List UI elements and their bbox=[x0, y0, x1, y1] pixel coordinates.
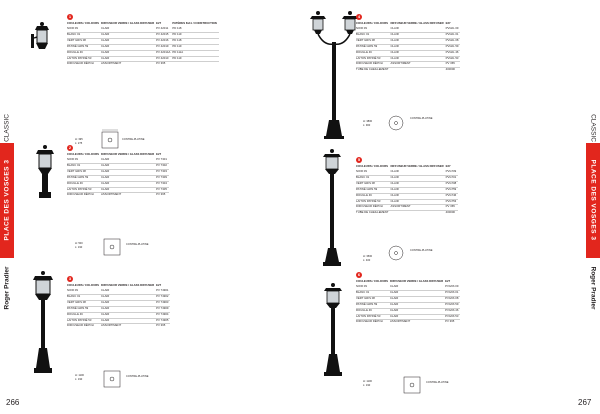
header-cell: E27 bbox=[445, 164, 451, 168]
table-cell: LAITON PATINÉ 53 bbox=[67, 56, 101, 62]
dim-note-4: CONTRE-PLATINE bbox=[410, 117, 433, 120]
table-cell: ROUILLE 46 bbox=[356, 193, 390, 199]
table-cell: CLAIR bbox=[101, 56, 156, 62]
table-cell: 400000 bbox=[446, 68, 461, 73]
table-cell: CLAIR bbox=[101, 300, 156, 306]
table-cell: ASSORTIMENT bbox=[101, 193, 156, 198]
spec-table-3 bbox=[67, 284, 170, 329]
table-cell: PVG753 bbox=[446, 199, 459, 205]
header-cell: DIFFUSEUR VERRE / GLASS DIFFUSER bbox=[101, 21, 155, 25]
table-cell: PVG6S 46 bbox=[445, 308, 460, 314]
table-cell: CLAIR bbox=[101, 156, 110, 161]
table-cell: ROUILLE 46 bbox=[67, 312, 101, 318]
header-cell: COULEURS / COLOURS bbox=[356, 279, 389, 283]
table-cell: PVG746 bbox=[446, 193, 459, 199]
table-cell: PV 74903 bbox=[156, 300, 170, 306]
header-cell: E27 bbox=[445, 21, 451, 25]
table-cell: PV 42015 bbox=[156, 32, 172, 38]
table-cell: DIFFUSEUR DÉPOLI bbox=[356, 205, 390, 211]
table-cell: ASSORTIMENT bbox=[390, 205, 445, 211]
series-label: CLASSIC bbox=[589, 114, 597, 142]
product-number-3: 3 bbox=[68, 276, 72, 281]
table-cell: CLAIR bbox=[101, 25, 110, 30]
table-cell: CLAIR bbox=[390, 175, 445, 181]
collection-label: PLACE DES VOSGES 3 bbox=[589, 159, 597, 241]
header-cell: E27 bbox=[156, 283, 162, 287]
header-cell: E27 bbox=[156, 21, 162, 25]
table-cell: PD 119 bbox=[172, 44, 219, 50]
double-candelabra-image bbox=[310, 10, 358, 140]
table-cell: PD 119 bbox=[172, 56, 219, 62]
spec-table-5 bbox=[356, 165, 458, 216]
table-cell: ASSORTIMENT bbox=[101, 62, 156, 67]
table-cell: CLAIR bbox=[101, 32, 156, 38]
table-cell: PVG759 bbox=[446, 187, 459, 193]
table-cell: CLAIR bbox=[390, 283, 399, 288]
table-cell: CLAIR bbox=[390, 187, 445, 193]
dim-width-2: L: 190 bbox=[75, 246, 83, 249]
table-cell: CLAIR bbox=[101, 294, 156, 300]
table-cell: PVG701 bbox=[446, 175, 459, 181]
table-cell: DIFFUSEUR DÉPOLI bbox=[67, 62, 101, 67]
left-page-number: 266 bbox=[6, 398, 20, 407]
product-number-2: 2 bbox=[68, 145, 72, 150]
dim-width-4: L: 900 bbox=[363, 124, 371, 127]
header-cell: DIFFUSEUR VERRE / GLASS DIFFUSER bbox=[390, 21, 444, 25]
dim-height-3: H: 1100 bbox=[75, 374, 84, 377]
table-cell: BLANC 01 bbox=[67, 32, 101, 38]
table-cell bbox=[172, 62, 219, 67]
table-cell: ASSORTIMENT bbox=[101, 324, 156, 329]
product-number-1: 1 bbox=[68, 14, 72, 19]
table-cell: PV 74902 bbox=[156, 294, 170, 300]
table-cell: CLAIR bbox=[101, 44, 156, 50]
table-cell: CLAIR bbox=[101, 306, 156, 312]
dim-height-6: H: 1100 bbox=[363, 380, 372, 383]
header-cell: PATÈRES 8x11 / CONSTRUCTION bbox=[172, 21, 217, 25]
table-cell: PATINÉ GRIS 59 bbox=[356, 187, 390, 193]
table-cell: LAITON PATINÉ 53 bbox=[67, 318, 101, 324]
table-cell: VERT GRIS 08 bbox=[356, 296, 390, 302]
table-cell: PATINÉ GRIS 59 bbox=[356, 302, 390, 308]
header-cell: DIFFUSEUR VERRE / GLASS DIFFUSER bbox=[101, 152, 155, 156]
table-cell: PV 42010 bbox=[156, 56, 172, 62]
dim-width-3: L: 190 bbox=[75, 378, 83, 381]
spec-table-2 bbox=[67, 153, 169, 198]
table-cell: ROUILLE 46 bbox=[67, 181, 101, 187]
table-cell: PD 111A bbox=[172, 50, 219, 56]
table-cell: PVG708 bbox=[446, 181, 459, 187]
table-cell: PV 74904 bbox=[156, 312, 170, 318]
table-cell: CLAIR bbox=[101, 187, 156, 193]
dim-height-4: H: 3800 bbox=[363, 120, 373, 123]
table-cell: BLANC 01 bbox=[67, 294, 101, 300]
anchor-plate-diagram-5 bbox=[386, 242, 406, 264]
table-cell: PV 365 bbox=[446, 62, 461, 68]
table-cell: CLAIR bbox=[101, 318, 156, 324]
wall-plate-diagram-2 bbox=[100, 236, 124, 258]
table-cell: PV 7309 bbox=[156, 175, 169, 181]
table-cell: PD 118 bbox=[172, 25, 182, 30]
anchor-plate-diagram-4 bbox=[386, 112, 406, 134]
table-cell: PV 74909 bbox=[156, 306, 170, 312]
table-cell: DIFFUSEUR DÉPOLI bbox=[67, 193, 101, 198]
table-cell: PV 365 bbox=[156, 324, 170, 329]
table-cell: NOIR 09 bbox=[67, 25, 78, 30]
table-cell: BLANC 01 bbox=[356, 290, 390, 296]
table-cell: VERT GRIS 08 bbox=[356, 38, 390, 44]
table-cell: PVG0L 46 bbox=[446, 50, 461, 56]
table-cell: PATINÉ GRIS 59 bbox=[67, 44, 101, 50]
table-cell: PVG6S 08 bbox=[445, 296, 460, 302]
header-cell: DIFFUSEUR VERRE / GLASS DIFFUSER bbox=[101, 283, 155, 287]
table-cell: CLAIR bbox=[101, 312, 156, 318]
table-cell: CLAIR bbox=[101, 169, 156, 175]
table-cell: CLAIR bbox=[390, 181, 445, 187]
header-cell: COULEURS / COLOURS bbox=[356, 21, 389, 25]
table-cell: CLAIR bbox=[390, 290, 445, 296]
table-cell: BLANC 01 bbox=[356, 175, 390, 181]
table-cell: CLAIR bbox=[390, 44, 445, 50]
table-cell: DIFFUSEUR DÉPOLI bbox=[356, 320, 390, 325]
table-cell: NOIR 09 bbox=[356, 168, 367, 173]
dim-note-6: CONTRE-PLATINE bbox=[426, 381, 449, 384]
table-cell: PVG0L 09 bbox=[445, 25, 459, 30]
table-cell: CLAIR bbox=[390, 302, 445, 308]
dim-width-5: L: 400 bbox=[363, 259, 371, 262]
table-cell: PVG0L 53 bbox=[446, 56, 461, 62]
table-cell: PV 42014A bbox=[156, 50, 172, 56]
table-cell bbox=[390, 68, 445, 73]
header-cell: COULEURS / COLOURS bbox=[67, 283, 100, 287]
table-cell: CLAIR bbox=[390, 50, 445, 56]
right-spine-strip bbox=[586, 0, 600, 414]
table-cell: LAITON PATINÉ 53 bbox=[356, 314, 390, 320]
table-cell: BLANC 01 bbox=[356, 32, 390, 38]
table-cell: VERT GRIS 08 bbox=[356, 181, 390, 187]
table-cell: PV 7304 bbox=[156, 181, 169, 187]
table-cell: PV 365 bbox=[156, 193, 169, 198]
product-number-6: 6 bbox=[357, 272, 361, 277]
table-cell: PVG6S 09 bbox=[445, 283, 459, 288]
table-cell: PVG709 bbox=[445, 168, 457, 173]
table-cell bbox=[390, 211, 445, 216]
table-cell: CLAIR bbox=[101, 163, 156, 169]
table-cell: LAITON PATINÉ 53 bbox=[356, 199, 390, 205]
table-cell: VERT GRIS 08 bbox=[67, 38, 101, 44]
dim-note-5: CONTRE-PLATINE bbox=[410, 249, 433, 252]
brand-label: Roger Pradier bbox=[3, 266, 11, 310]
dim-note-1: CONTRE-PLATINE bbox=[122, 138, 145, 141]
table-cell: PV 42016 bbox=[156, 38, 172, 44]
wall-plate-diagram-6 bbox=[400, 374, 424, 396]
table-cell: ROUILLE 46 bbox=[356, 50, 390, 56]
table-cell: CLAIR bbox=[390, 38, 445, 44]
table-cell: CLAIR bbox=[101, 181, 156, 187]
table-cell: DIFFUSEUR DÉPOLI bbox=[356, 62, 390, 68]
table-cell: ASSORTIMENT bbox=[390, 62, 445, 68]
table-cell: CLAIR bbox=[390, 199, 445, 205]
dim-height-1: H: 395 bbox=[75, 138, 83, 141]
bollard-post-image bbox=[322, 282, 344, 378]
table-cell: VERT GRIS 08 bbox=[67, 300, 101, 306]
table-cell: PATINÉ GRIS 59 bbox=[67, 175, 101, 181]
dim-height-5: H: 3500 bbox=[363, 255, 373, 258]
right-page-number: 267 bbox=[578, 398, 592, 407]
wall-plate-diagram-3 bbox=[100, 368, 124, 390]
table-cell: PD 118 bbox=[172, 38, 219, 44]
series-label: CLASSIC bbox=[3, 114, 11, 142]
table-cell: NOIR 09 bbox=[356, 283, 367, 288]
table-cell: PV 7303 bbox=[156, 169, 169, 175]
table-cell: NOIR 09 bbox=[67, 156, 78, 161]
table-cell: CLAIR bbox=[101, 287, 110, 292]
table-cell: CLAIR bbox=[101, 175, 156, 181]
table-cell: TUBE DE CHEILLEMENT bbox=[356, 210, 389, 215]
table-cell: CLAIR bbox=[390, 193, 445, 199]
table-cell: LAITON PATINÉ 53 bbox=[356, 56, 390, 62]
table-cell: CLAIR bbox=[390, 32, 445, 38]
table-cell: PVG6S 53 bbox=[445, 314, 460, 320]
header-cell: COULEURS / COLOURS bbox=[67, 21, 100, 25]
dim-note-2: CONTRE-PLATINE bbox=[126, 243, 149, 246]
right-page bbox=[300, 0, 600, 414]
table-cell: CLAIR bbox=[390, 296, 445, 302]
table-cell: DIFFUSEUR DÉPOLI bbox=[67, 324, 101, 329]
table-cell: PVG6S 01 bbox=[445, 290, 460, 296]
header-cell: COULEURS / COLOURS bbox=[356, 164, 389, 168]
table-cell: PATINÉ GRIS 59 bbox=[356, 44, 390, 50]
single-candelabra-image bbox=[320, 148, 344, 268]
table-cell: PVG0L 59 bbox=[446, 44, 461, 50]
table-cell: PV 42011 bbox=[156, 25, 169, 30]
table-cell: PATINÉ GRIS 59 bbox=[67, 306, 101, 312]
table-cell: PV 365 bbox=[445, 320, 460, 325]
table-cell: CLAIR bbox=[390, 25, 399, 30]
post-lantern-image bbox=[30, 270, 56, 374]
table-cell: TUBE DE CHEILLEMENT bbox=[356, 67, 389, 72]
table-cell: CLAIR bbox=[101, 38, 156, 44]
table-cell: CLAIR bbox=[390, 56, 445, 62]
dim-width-1: L: 275 bbox=[75, 142, 83, 145]
table-cell: BLANC 01 bbox=[67, 163, 101, 169]
table-cell: PV 365 bbox=[156, 62, 172, 67]
table-cell: PV 365 bbox=[446, 205, 459, 211]
table-cell: PV 74905 bbox=[156, 318, 170, 324]
table-cell: NOIR 09 bbox=[356, 25, 367, 30]
table-cell: PV 7305 bbox=[156, 187, 169, 193]
table-cell: PVG6S 59 bbox=[445, 302, 460, 308]
product-number-5: 5 bbox=[357, 157, 361, 162]
table-cell: ROUILLE 46 bbox=[67, 50, 101, 56]
table-cell: NOIR 09 bbox=[67, 287, 78, 292]
wall-lantern-image bbox=[30, 16, 54, 60]
table-cell: CLAIR bbox=[390, 308, 445, 314]
header-cell: E27 bbox=[156, 152, 162, 156]
table-cell: PVG0L 01 bbox=[446, 32, 461, 38]
dim-note-3: CONTRE-PLATINE bbox=[126, 375, 149, 378]
table-cell: PV 74901 bbox=[156, 287, 169, 292]
table-cell: 400000 bbox=[446, 211, 459, 216]
spec-table-1 bbox=[67, 22, 219, 67]
product-number-4: 4 bbox=[357, 14, 361, 19]
table-cell: CLAIR bbox=[390, 314, 445, 320]
table-cell: PV 42019 bbox=[156, 44, 172, 50]
table-cell: VERT GRIS 08 bbox=[67, 169, 101, 175]
collection-label: PLACE DES VOSGES 3 bbox=[3, 159, 11, 241]
spec-table-6 bbox=[356, 280, 460, 325]
header-cell: DIFFUSEUR VERRE / GLASS DIFFUSER bbox=[390, 164, 444, 168]
bollard-lantern-image bbox=[34, 144, 56, 200]
table-cell: PV 7301 bbox=[156, 156, 167, 161]
table-cell: PVG0L 08 bbox=[446, 38, 461, 44]
header-cell: E27 bbox=[445, 279, 451, 283]
table-cell: PD 119 bbox=[172, 32, 219, 38]
header-cell: DIFFUSEUR VERRE / GLASS DIFFUSER bbox=[390, 279, 444, 283]
table-cell: ROUILLE 46 bbox=[356, 308, 390, 314]
dim-height-2: H: 500 bbox=[75, 242, 83, 245]
left-spine-strip bbox=[0, 0, 14, 414]
header-cell: COULEURS / COLOURS bbox=[67, 152, 100, 156]
spec-table-4 bbox=[356, 22, 460, 73]
table-cell: ASSORTIMENT bbox=[390, 320, 445, 325]
table-cell: CLAIR bbox=[390, 168, 399, 173]
table-cell: PV 7302 bbox=[156, 163, 169, 169]
table-cell: CLAIR bbox=[101, 50, 156, 56]
brand-label: Roger Pradier bbox=[589, 266, 597, 310]
dim-width-6: L: 190 bbox=[363, 384, 371, 387]
table-cell: LAITON PATINÉ 53 bbox=[67, 187, 101, 193]
